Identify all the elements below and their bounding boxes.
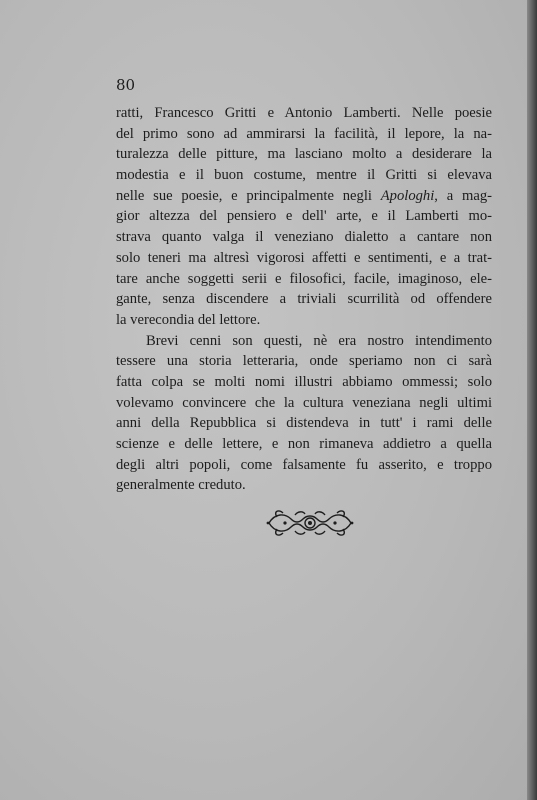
text-line: ratti, Francesco Gritti e Antonio Lamberti. Nelle poesie (116, 105, 492, 121)
text-line: tessere una storia letteraria, onde speriamo non ci sarà (116, 353, 492, 370)
text-line: volevamo convincere che la cultura veneziana negli ultimi (116, 394, 492, 411)
paragraph-1 (116, 103, 492, 331)
text-line: la verecondia del lettore. (116, 311, 261, 328)
text-line: degli altri popoli, come falsamente fu asserito, e troppo (116, 456, 492, 473)
body-text (116, 103, 492, 496)
text-line: Brevi cenni son questi, nè era nostro intendimento (146, 332, 492, 349)
text-line: anni della Repubblica si distendeva in tutt' i rami delle (116, 415, 492, 432)
page-number: 80 (116, 76, 136, 94)
text-line: solo teneri ma altresì vigorosi affetti e sentimenti, e a trat- (116, 249, 492, 266)
text-line: gante, senza discendere a triviali scurrilità od offendere (116, 291, 492, 308)
ornament-icon (265, 505, 355, 541)
text-line: scienze e delle lettere, e non rimaneva addietro a quella (116, 436, 492, 452)
paragraph-2 (116, 331, 492, 497)
text-segment: nelle sue poesie, e principalmente negli (116, 187, 381, 204)
text-line: del primo sono ad ammirarsi la facilità, il lepore, la na- (116, 125, 492, 142)
text-line: generalmente creduto. (116, 477, 246, 494)
italic-title: Apologhi (380, 187, 435, 204)
text-line: strava quanto valga il veneziano dialetto a cantare non (116, 229, 492, 246)
text-segment: , a mag- (434, 187, 492, 204)
text-line: gior altezza del pensiero e dell' arte, e il Lamberti mo- (116, 208, 492, 225)
page-edge (527, 0, 537, 800)
text-line: tare anche soggetti serii e filosofici, facile, imaginoso, ele- (116, 270, 492, 287)
text-line: turalezza delle pitture, ma lasciano molto a desiderare la (116, 146, 492, 163)
text-line: fatta colpa se molti nomi illustri abbiamo ommessi; solo (116, 373, 492, 390)
text-line (116, 186, 492, 207)
text-line: modestia e il buon costume, mentre il Gritti si elevava (116, 167, 492, 184)
